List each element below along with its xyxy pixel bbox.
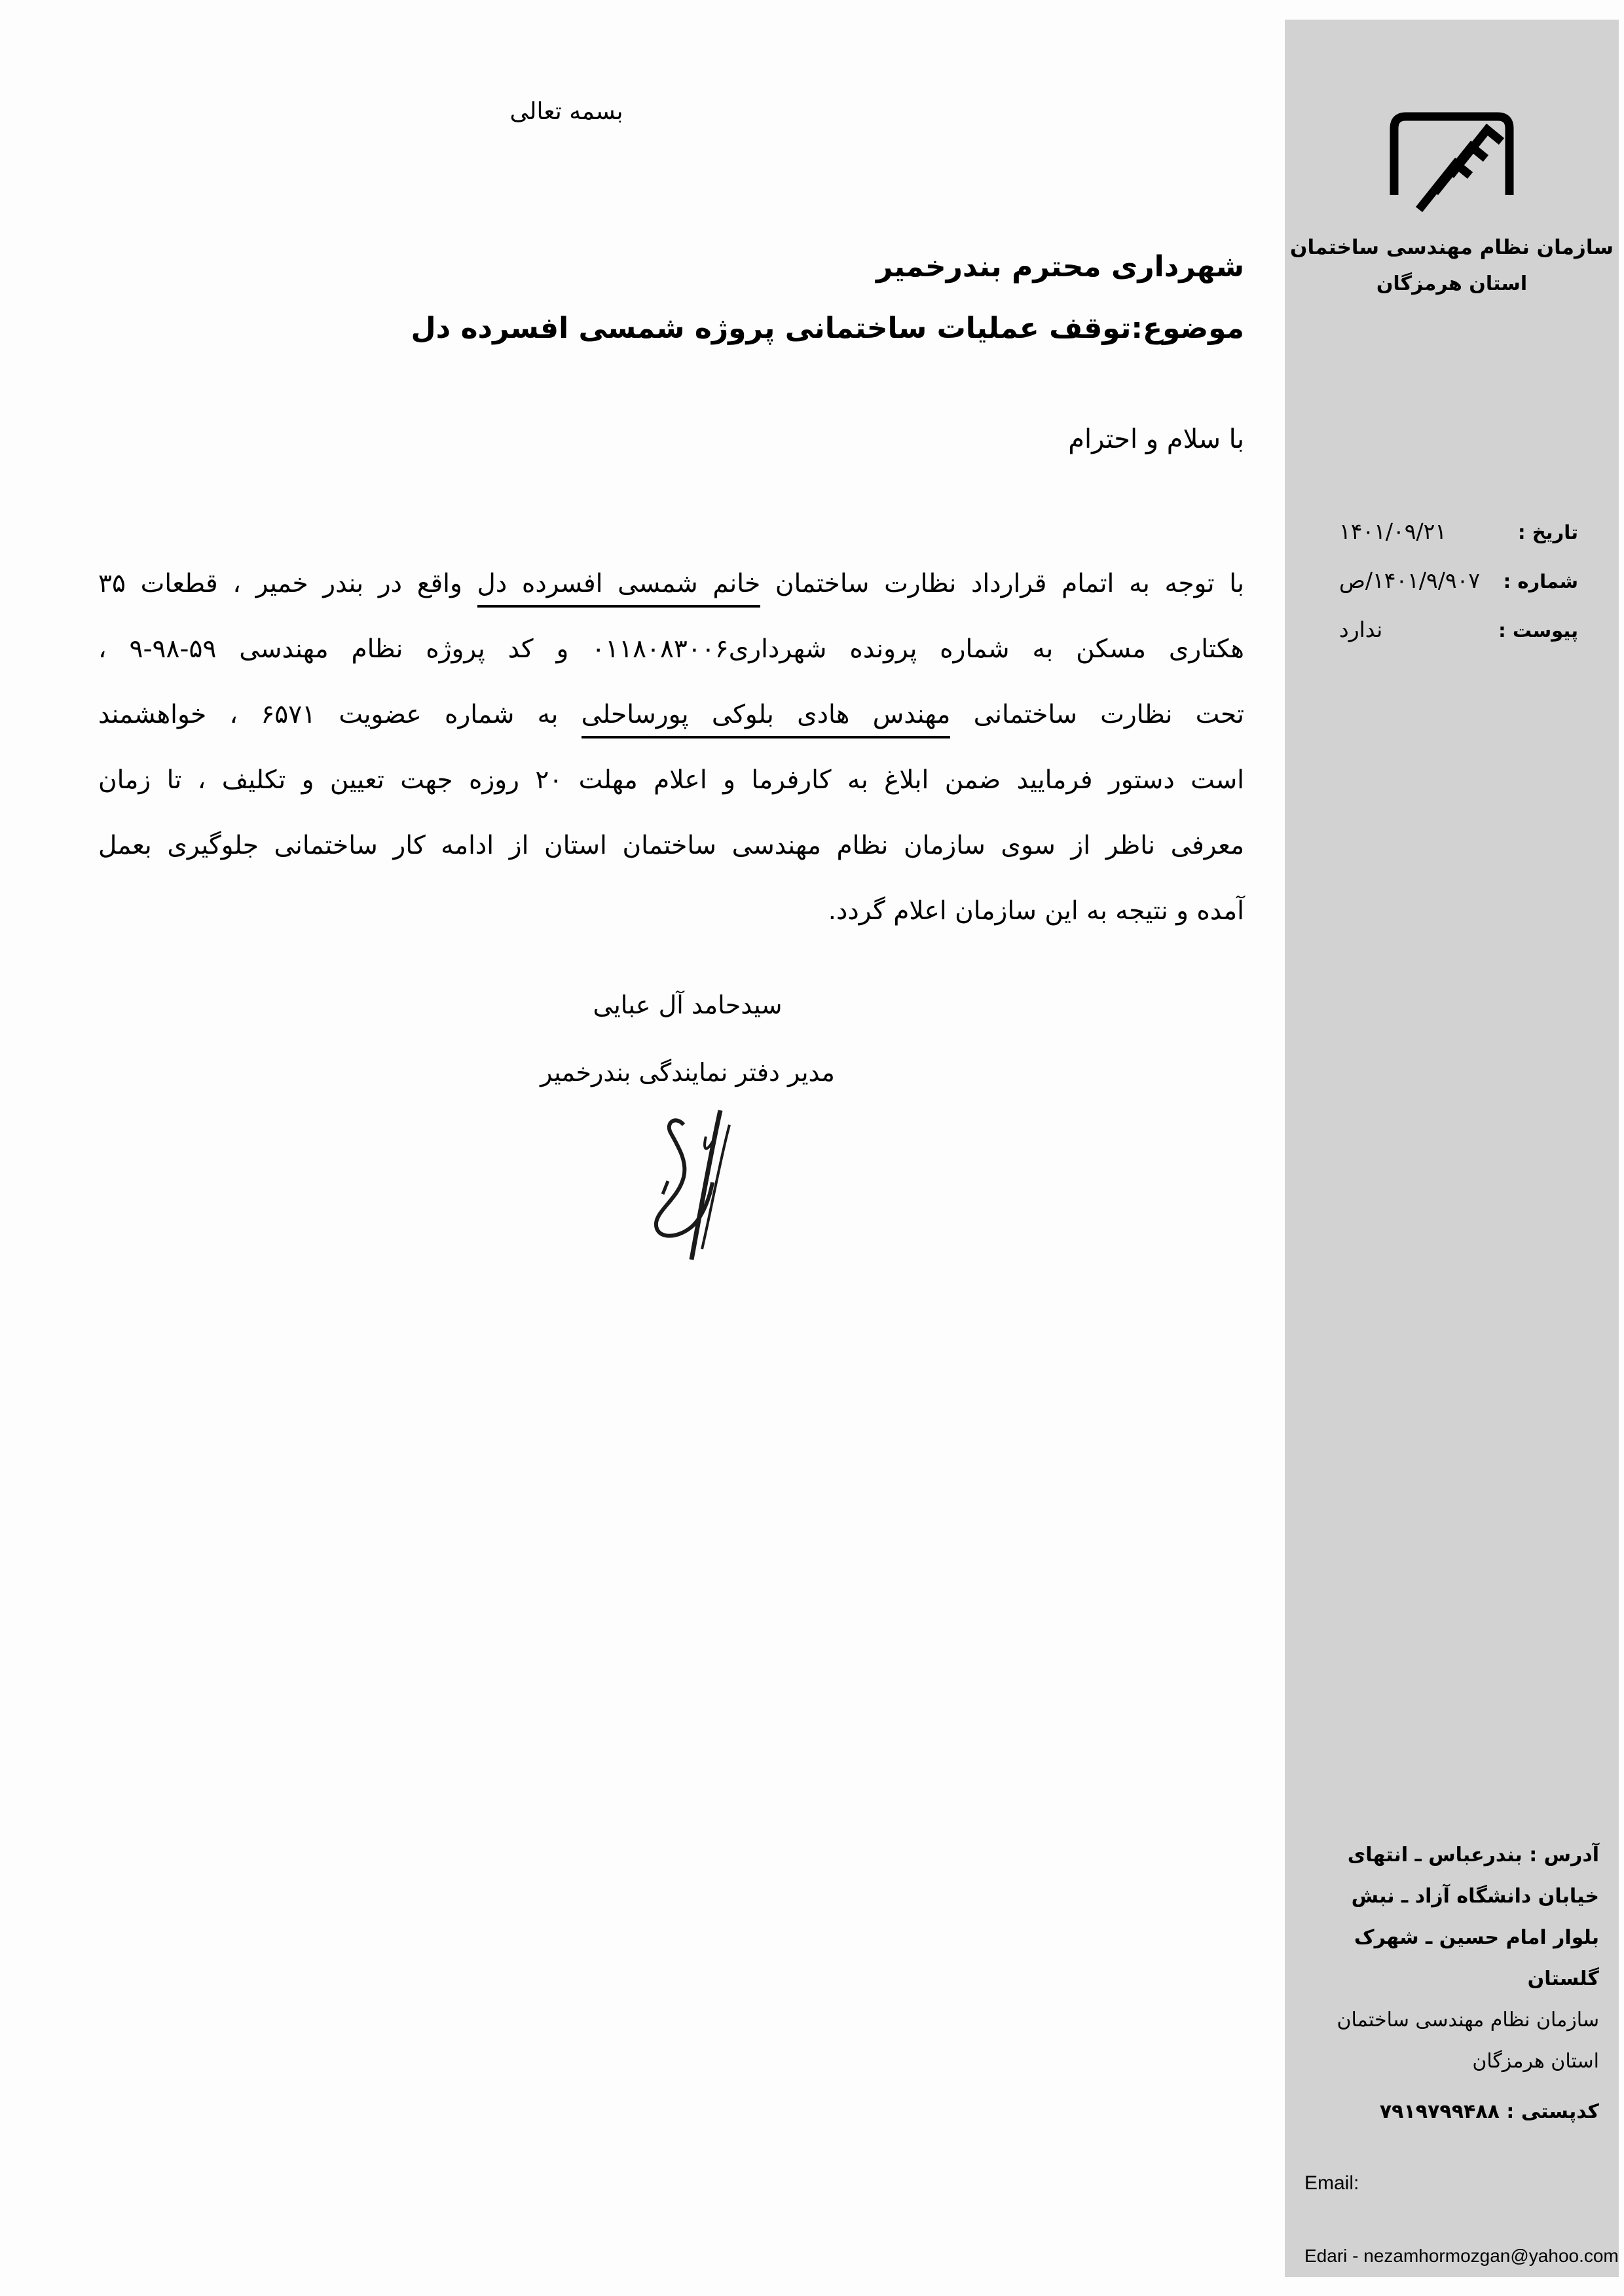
attachment-value: ندارد xyxy=(1339,617,1383,642)
bismillah-text: بسمه تعالی xyxy=(509,98,623,125)
body-line-2: هکتاری مسکن به شماره پرونده شهرداری۰۱۱۸۰۸۳۰۰۶ و کد پروژه نظام مهندسی ۵۹-۹۸-۹ ، xyxy=(98,634,1244,664)
date-label: تاریخ : xyxy=(1518,521,1578,543)
organization-province: استان هرمزگان xyxy=(1376,272,1528,295)
number-value: ۱۴۰۱/۹/۹۰۷/ص xyxy=(1339,568,1481,593)
organization-name: سازمان نظام مهندسی ساختمان xyxy=(1290,236,1614,259)
body-line-4: است دستور فرمایید ضمن ابلاغ به کارفرما و اعلام مهلت ۲۰ روزه جهت تعیین و تکلیف ، تا زمان xyxy=(98,765,1244,795)
letterhead-sidebar xyxy=(1285,20,1619,2277)
address-org-line-1: سازمان نظام مهندسی ساختمان xyxy=(1337,2009,1599,2032)
address-org-line-2: استان هرمزگان xyxy=(1472,2050,1599,2073)
organization-logo-icon xyxy=(1373,97,1530,215)
signatory-title: مدیر دفتر نمایندگی بندرخمیر xyxy=(540,1058,835,1087)
body-line-3-pre: تحت نظارت ساختمانی xyxy=(950,700,1244,729)
body-line-1-post: واقع در بندر خمیر ، قطعات ۳۵ xyxy=(98,569,477,598)
body-line-3-post: به شماره عضویت ۶۵۷۱ ، خواهشمند xyxy=(98,700,581,729)
meta-row-attachment xyxy=(1285,617,1619,642)
address-line-3: بلوار امام حسین ـ شهرک xyxy=(1354,1926,1599,1949)
engineer-name-underlined: مهندس هادی بلوکی پورساحلی xyxy=(581,700,951,738)
salutation-line: با سلام و احترام xyxy=(1068,424,1244,454)
subject-line: موضوع:توقف عملیات ساختمانی پروژه شمسی افسرده دل xyxy=(411,312,1244,345)
number-label: شماره : xyxy=(1503,570,1578,592)
body-line-5: معرفی ناظر از سوی سازمان نظام مهندسی ساختمان استان از ادامه کار ساختمانی جلوگیری بعمل xyxy=(98,831,1244,860)
body-line-1-pre: با توجه به اتمام قرارداد نظارت ساختمان xyxy=(760,569,1244,598)
email-address: Edari - nezamhormozgan@yahoo.com xyxy=(1304,2246,1619,2266)
address-block xyxy=(1285,1834,1619,2276)
meta-row-date xyxy=(1285,519,1619,544)
address-line-2: خیابان دانشگاه آزاد ـ نبش xyxy=(1351,1885,1599,1908)
body-line-1 xyxy=(98,551,1244,617)
body-line-6: آمده و نتیجه به این سازمان اعلام گردد. xyxy=(828,896,1244,926)
date-value: ۱۴۰۱/۰۹/۲۱ xyxy=(1339,519,1447,544)
letter-body xyxy=(98,551,1244,944)
handwritten-signature xyxy=(616,1099,740,1262)
postal-code: کدپستی : ۷۹۱۹۷۹۹۴۸۸ xyxy=(1379,2100,1599,2123)
address-line-4: گلستان xyxy=(1527,1967,1599,1990)
signatory-name: سیدحامد آل عبایی xyxy=(593,991,783,1019)
email-block xyxy=(1304,2162,1619,2276)
recipient-line: شهرداری محترم بندرخمیر xyxy=(876,250,1244,283)
email-label: Email: xyxy=(1304,2172,1359,2194)
meta-row-number xyxy=(1285,568,1619,593)
body-line-3 xyxy=(98,682,1244,748)
letter-meta xyxy=(1285,519,1619,666)
address-line-1: آدرس : بندرعباس ـ انتهای xyxy=(1347,1844,1599,1867)
attachment-label: پیوست : xyxy=(1498,619,1578,642)
owner-name-underlined: خانم شمسی افسرده دل xyxy=(477,569,761,608)
